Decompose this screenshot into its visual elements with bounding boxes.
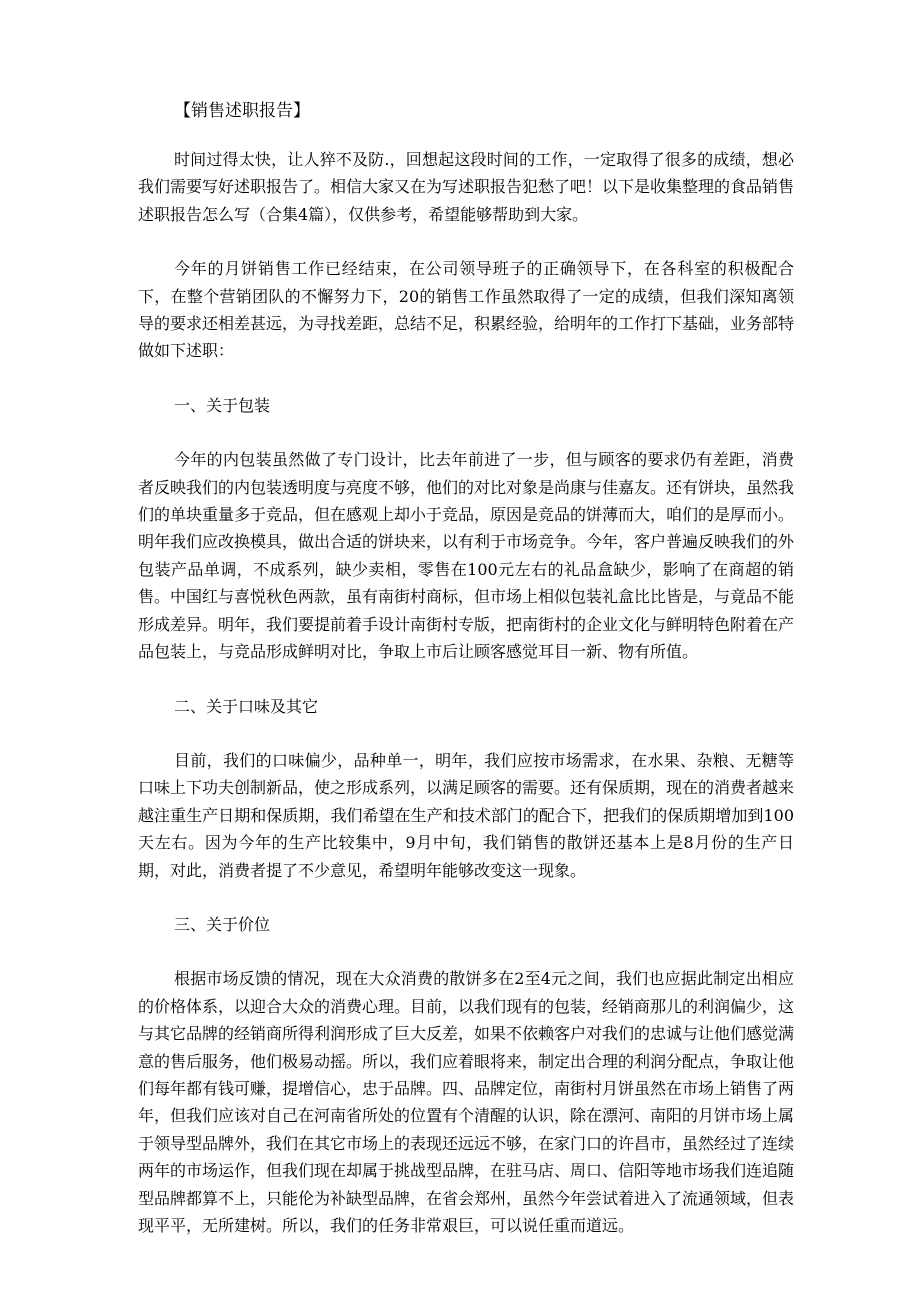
document-page bbox=[138, 96, 794, 1239]
document-title: 【销售述职报告】 bbox=[174, 101, 310, 121]
section-body-taste: 目前，我们的口味偏少，品种单一，明年，我们应按市场需求，在水果、杂粮、无糖等口味上下功夫创制新品，使之形成系列，以满足顾客的需要。还有保质期，现在的消费者越来越注重生产日期和保质期，我们希望在生产和技术部门的配合下，把我们的保质期增加到100天左右。因为今年的生产比较集中，9月中旬，我们销售的散饼还基本上是8月份的生产日期，对此，消费者提了不少意见，希望明年能够改变这一现象。 bbox=[138, 750, 795, 880]
spacer bbox=[138, 884, 794, 911]
spacer bbox=[138, 666, 794, 693]
section-body-packaging: 今年的内包装虽然做了专门设计，比去年前进了一步，但与顾客的要求仍有差距，消费者反映我们的内包装透明度与亮度不够，他们的对比对象是尚康与佳嘉友。还有饼块，虽然我们的单块重量多于竞品，但在感观上却小于竞品，原因是竞品的饼薄而大，咱们的是厚而小。明年我们应改换模具，做出合适的饼块来，以有利于市场竞争。今年，客户普遍反映我们的外包装产品单调，不成系列，缺少卖相，零售在100元左右的礼品盒缺少，影响了在商超的销售。中国红与喜悦秋色两款，虽有南街村商标，但市场上相似包装礼盒比比皆是，与竟品不能形成差异。明年，我们要提前着手设计南街村专版，把南街村的企业文化与鲜明特色附着在产品包装上，与竞品形成鲜明对比，争取上市后让顾客感觉耳目一新、物有所值。 bbox=[138, 450, 795, 662]
spacer bbox=[138, 126, 794, 146]
section-heading-price: 三、关于价位 bbox=[174, 914, 271, 934]
section-heading-taste: 二、关于口味及其它 bbox=[174, 696, 319, 716]
section-body-price: 根据市场反馈的情况，现在大众消费的散饼多在2至4元之间，我们也应据此制定出相应的价格体系，以迎合大众的消费心理。目前，以我们现有的包装，经销商那儿的利润偏少，这与其它品牌的经销商所得利润形成了巨大反差，如果不依赖客户对我们的忠诚与让他们感觉满意的售后服务，他们极易动摇。所以，我们应着眼将来，制定出合理的利润分配点，争取让他们每年都有钱可赚，提增信心，忠于品牌。四、品牌定位，南街村月饼虽然在市场上销售了两年，但我们应该对自己在河南省所处的位置有个清醒的认识，除在漂河、南阳的月饼市场上属于领导型品牌外，我们在其它市场上的表现还远远不够，在家门口的许昌市，虽然经过了连续两年的市场运作，但我们现在却属于挑战型品牌，在驻马店、周口、信阳等地市场我们连追随型品牌都算不上，只能伦为补缺型品牌，在省会郑州，虽然今年尝试着进入了流通领域，但表现平平，无所建树。所以，我们的任务非常艰巨，可以说任重而道远。 bbox=[138, 969, 795, 1235]
spacer bbox=[138, 938, 794, 965]
opening-paragraph: 今年的月饼销售工作已经结束，在公司领导班子的正确领导下，在各科室的积极配合下，在整个营销团队的不懈努力下，20的销售工作虽然取得了一定的成绩，但我们深知离领导的要求还相差甚远，为寻找差距，总结不足，积累经验，给明年的工作打下基础，业务部特做如下述职： bbox=[138, 259, 795, 361]
intro-paragraph: 时间过得太快，让人猝不及防.，回想起这段时间的工作，一定取得了很多的成绩，想必我们需要写好述职报告了。相信大家又在为写述职报告犯愁了吧！以下是收集整理的食品销售述职报告怎么写（合集4篇），仅供参考，希望能够帮助到大家。 bbox=[138, 150, 795, 224]
section-heading-packaging: 一、关于包装 bbox=[174, 395, 271, 415]
spacer bbox=[138, 720, 794, 747]
spacer bbox=[138, 365, 794, 392]
spacer bbox=[138, 228, 794, 255]
spacer bbox=[138, 419, 794, 446]
